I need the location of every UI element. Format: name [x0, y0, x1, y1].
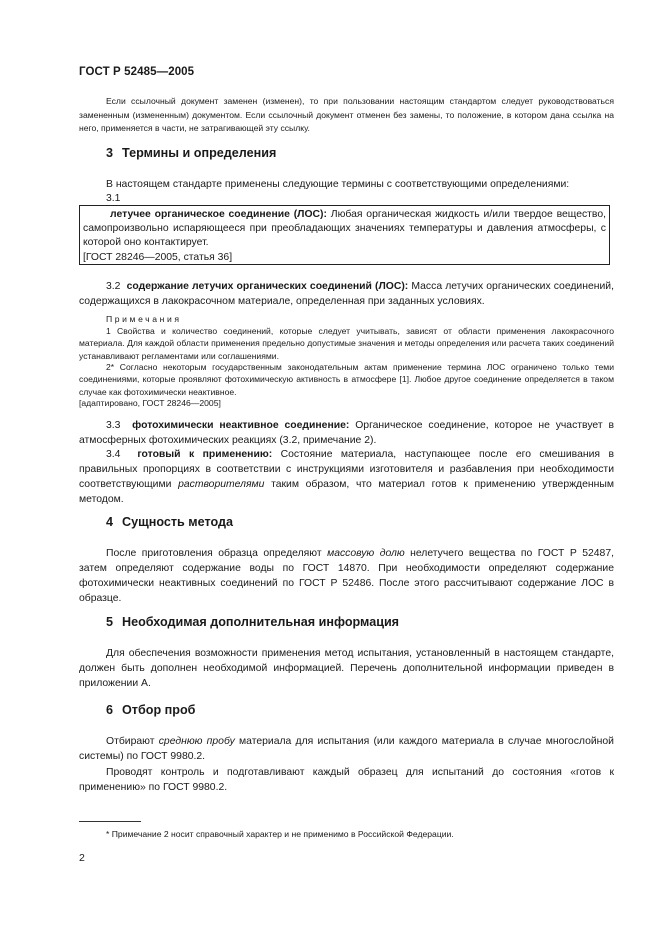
term-3-1-reference: [ГОСТ 28246—2005, статья 36]: [83, 251, 233, 263]
section-title: Отбор проб: [122, 703, 196, 717]
term-definition-box: [79, 205, 610, 265]
item-3-3-number: 3.3: [106, 420, 121, 431]
section-title: Сущность метода: [122, 515, 233, 529]
term-3-2-definition: Масса летучих органических соединений, содержащихся в лакокрасочном материале, определенная при заданных условиях.: [79, 281, 614, 307]
term-3-1-name: летучее органическое соединение (ЛОС):: [110, 209, 327, 220]
item-3-2-number: 3.2: [106, 281, 121, 292]
footnote-divider: [79, 821, 141, 822]
intro-paragraph: Если ссылочный документ заменен (изменен), то при пользовании настоящим стандартом следует руководствоваться замененным (измененным) документом. Если ссылочный документ отменен без замены, то положение, в котором дана ссылка на него, применяется в части, не затрагивающей эту ссылку.: [79, 96, 614, 134]
section-3-intro: В настоящем стандарте применены следующие термины с соответствующими определениями:: [106, 179, 570, 190]
term-3-4-definition-italic: растворителями: [178, 479, 265, 490]
adapted-reference: [адаптировано, ГОСТ 28246—2005]: [79, 398, 221, 408]
term-3-3: [79, 418, 614, 448]
section-4-heading: [106, 515, 233, 529]
section-5-text: Для обеспечения возможности применения метод испытания, установленный в настоящем стандарте, должен быть дополнен необходимой информацией. Перечень дополнительной информации приведен в приложении А.: [79, 648, 614, 689]
section-number: 3: [106, 146, 114, 160]
notes-heading: Примечания: [106, 314, 182, 324]
section-6-paragraph-1: Отбирают среднюю пробу материала для испытания (или каждого материала в случае многослойной системы) по ГОСТ 9980.2.: [79, 736, 614, 762]
section-title: Необходимая дополнительная информация: [122, 615, 400, 629]
section-4-text: После приготовления образца определяют массовую долю нелетучего вещества по ГОСТ Р 52487, затем определяют содержание воды по ГОСТ 14870. При необходимости определяют содержание фотохимически неактивных соединений по ГОСТ Р 52486. После этого рассчитывают содержание ЛОС в образце.: [79, 548, 614, 604]
term-3-3-definition: Органическое соединение, которое не участвует в атмосферных фотохимических реакциях (3.2, примечание 2).: [79, 420, 614, 446]
section-5-heading: [106, 615, 399, 629]
term-3-4-definition-a: Состояние материала, наступающее после его смешивания в правильных пропорциях в соответствии с инструкциями изготовителя и разбавления при необходимости соответствующими: [79, 449, 614, 490]
term-3-2: [79, 279, 614, 309]
section-6-italic: среднюю пробу: [158, 736, 235, 747]
document-header-code: ГОСТ Р 52485—2005: [79, 66, 195, 78]
term-3-1-definition: Любая органическая жидкость и/или твердое вещество, самопроизвольно испаряющееся при преобладающих значениях температуры и давления атмосферы, с которой оно контактирует.: [83, 209, 606, 249]
term-3-4-definition-b: таким образом, что материал готов к применению утвержденным методом.: [79, 479, 614, 505]
section-3-heading: [106, 146, 276, 160]
footnote-text: * Примечание 2 носит справочный характер и не применимо в Российской Федерации.: [106, 829, 454, 839]
term-3-4-name: готовый к применению:: [137, 449, 273, 460]
page-number: 2: [79, 852, 85, 864]
note-1: 1 Свойства и количество соединений, которые следует учитывать, зависят от области применения лакокрасочного материала. Для каждой области применения предельно допустимые значения и методы определения или расчета таких соединений устанавливают регламентами или соглашениями.: [79, 326, 614, 361]
item-3-4-number: 3.4: [106, 449, 121, 460]
term-3-3-name: фотохимически неактивное соединение:: [132, 420, 350, 431]
section-4-italic: массовую долю: [327, 548, 405, 559]
note-2: 2* Согласно некоторым государственным законодательным актам применение термина ЛОС ограничено только теми соединениями, которые проявляют фотохимическую активность в атмосфере [1]. Любое другое соединение определяется в таком случае как фотохимически неактивное.: [79, 362, 614, 397]
section-number: 6: [106, 703, 114, 717]
term-3-1: [83, 208, 606, 251]
section-number: 5: [106, 615, 114, 629]
section-title: Термины и определения: [122, 146, 277, 160]
term-3-2-name: содержание летучих органических соединений (ЛОС):: [126, 281, 409, 292]
section-6-heading: [106, 703, 195, 717]
section-number: 4: [106, 515, 114, 529]
item-3-1-number: 3.1: [106, 193, 121, 204]
section-6-paragraph-2: Проводят контроль и подготавливают каждый образец для испытаний до состояния «готов к применению» по ГОСТ 9980.2.: [79, 767, 614, 793]
term-3-4: [79, 447, 614, 507]
